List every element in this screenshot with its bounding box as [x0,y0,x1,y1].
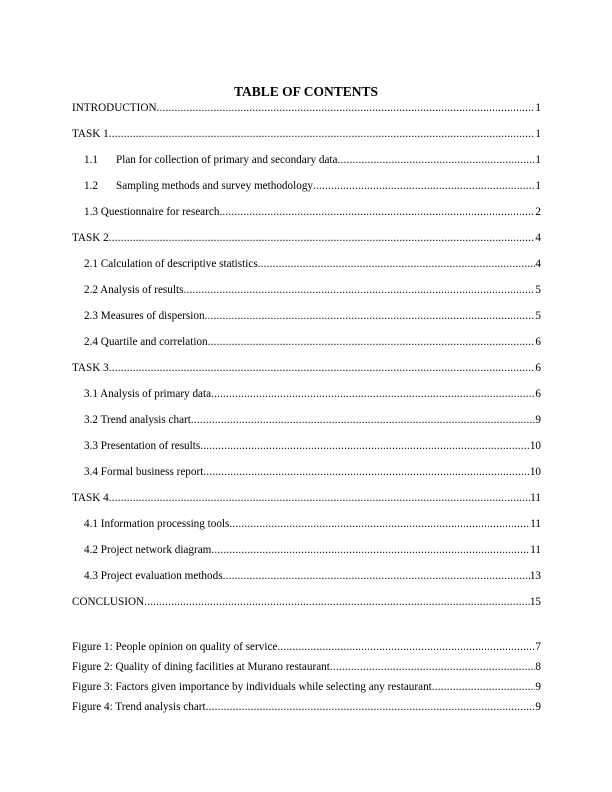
dot-leader [338,153,536,168]
toc-label: TASK 4 [72,492,109,504]
dot-leader [313,179,535,194]
toc-page-number: 5 [535,310,541,322]
toc-page-number: 6 [535,388,541,400]
toc-page-number: 11 [530,492,541,504]
toc-label: INTRODUCTION [72,102,157,114]
toc-label: TASK 3 [72,362,109,374]
dot-leader [191,413,536,428]
toc-label: 3.2 Trend analysis chart [84,414,191,426]
dot-leader [208,335,536,350]
figure-label: Figure 1: People opinion on quality of service [72,641,278,653]
toc-page-number: 10 [529,440,541,452]
toc-label: 4.1 Information processing tools [84,518,230,530]
figure-page-number: 8 [535,661,541,673]
toc-entry-4-3[interactable] [84,569,541,584]
toc-label: 1.3 Questionnaire for research [84,206,220,218]
toc-label: TASK 2 [72,232,109,244]
figure-page-number: 9 [535,701,541,713]
dot-leader [183,283,535,298]
toc-page-number: 1 [535,102,541,114]
toc-entry-2-2[interactable] [84,283,541,298]
dot-leader [109,231,536,246]
dot-leader [211,543,530,558]
figure-entry-1[interactable] [72,640,541,655]
figure-label: Figure 3: Factors given importance by individuals while selecting any restaurant [72,681,432,693]
figure-page-number: 7 [535,641,541,653]
toc-entry-introduction[interactable] [72,101,541,116]
toc-label: TASK 1 [72,128,109,140]
toc-label: 2.1 Calculation of descriptive statistics [84,258,258,270]
dot-leader [200,439,530,454]
toc-entry-1-2[interactable] [84,179,541,194]
dot-leader [330,660,536,675]
toc-page-number: 5 [535,284,541,296]
toc-entry-3-4[interactable] [84,465,541,480]
toc-entry-task-3[interactable] [72,361,541,376]
dot-leader [277,640,535,655]
toc-page-number: 1 [535,180,541,192]
toc-page-number: 4 [535,258,541,270]
toc-label: 4.3 Project evaluation methods [84,570,223,582]
toc-entry-3-2[interactable] [84,413,541,428]
figure-label: Figure 2: Quality of dining facilities at Murano restaurant [72,661,330,673]
toc-entry-4-2[interactable] [84,543,541,558]
dot-leader [144,595,530,610]
figure-page-number: 9 [535,681,541,693]
figure-entry-2[interactable] [72,660,541,675]
toc-page-number: 2 [535,206,541,218]
toc-entry-2-4[interactable] [84,335,541,350]
toc-label: 2.4 Quartile and correlation [84,336,208,348]
toc-entry-2-3[interactable] [84,309,541,324]
dot-leader [223,569,530,584]
dot-leader [109,491,531,506]
toc-number: 1.1 [84,154,98,166]
dot-leader [205,309,536,324]
toc-page-number: 10 [529,466,541,478]
toc-page-number: 11 [530,544,541,556]
toc-entry-1-1[interactable] [84,153,541,168]
toc-label: 3.4 Formal business report [84,466,204,478]
toc-page-number: 15 [529,596,541,608]
dot-leader [206,700,536,715]
toc-entry-task-1[interactable] [72,127,541,142]
dot-leader [211,387,535,402]
toc-page-number: 6 [535,362,541,374]
toc-page-number: 1 [535,154,541,166]
toc-entry-2-1[interactable] [84,257,541,272]
toc-page-number: 4 [535,232,541,244]
toc-entry-4-1[interactable] [84,517,541,532]
toc-number: 1.2 [84,180,98,192]
toc-label: Sampling methods and survey methodology [116,180,314,192]
dot-leader [109,127,536,142]
toc-label: 3.1 Analysis of primary data [84,388,212,400]
toc-page-number: 6 [535,336,541,348]
dot-leader [258,257,536,272]
dot-leader [229,517,530,532]
dot-leader [203,465,529,480]
toc-page-number: 9 [535,414,541,426]
toc-label: CONCLUSION [72,596,145,608]
toc-entry-conclusion[interactable] [72,595,541,610]
toc-label: 4.2 Project network diagram [84,544,212,556]
toc-entry-task-2[interactable] [72,231,541,246]
toc-page-number: 11 [530,518,541,530]
toc-label: 3.3 Presentation of results [84,440,201,452]
dot-leader [219,205,535,220]
page-title: TABLE OF CONTENTS [233,84,379,99]
figure-label: Figure 4: Trend analysis chart [72,701,206,713]
figure-entry-3[interactable] [72,680,541,695]
toc-entry-task-4[interactable] [72,491,541,506]
toc-page-number: 1 [535,128,541,140]
toc-label: 2.3 Measures of dispersion [84,310,205,322]
toc-entry-3-3[interactable] [84,439,541,454]
toc-page-number: 13 [529,570,541,582]
dot-leader [432,680,536,695]
dot-leader [109,361,536,376]
toc-label: 2.2 Analysis of results [84,284,184,296]
figure-entry-4[interactable] [72,700,541,715]
dot-leader [157,101,536,116]
toc-label: Plan for collection of primary and secondary data [116,154,338,166]
toc-entry-3-1[interactable] [84,387,541,402]
toc-entry-1-3[interactable] [84,205,541,220]
